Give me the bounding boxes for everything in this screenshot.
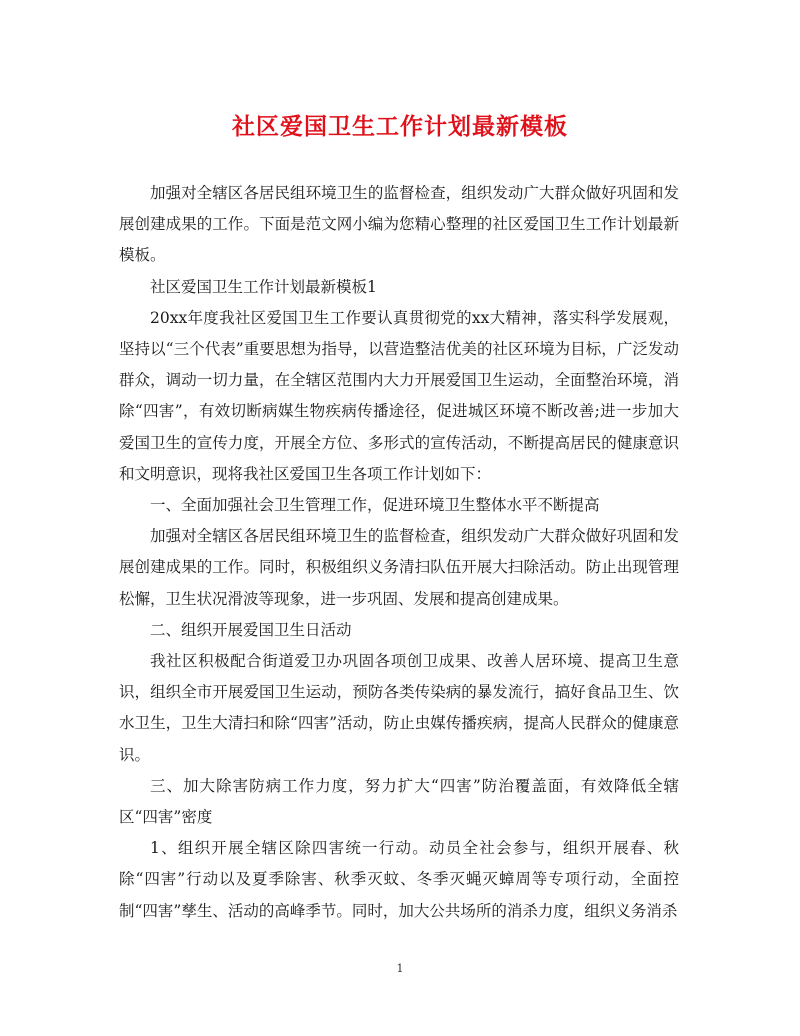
body-paragraph: 加强对全辖区各居民组环境卫生的监督检查，组织发动广大群众做好巩固和发展创建成果的工作。同时，积极组织义务清扫队伍开展大扫除活动。防止出现管理松懈，卫生状况滑波等现象，进一步巩固、发展和提高创建成果。 xyxy=(119,527,679,608)
document-body xyxy=(119,178,679,927)
document-title: 社区爱国卫生工作计划最新模板 xyxy=(232,113,568,140)
body-paragraph: 20xx年度我社区爱国卫生工作要认真贯彻党的xx大精神，落实科学发展观，坚持以“三个代表”重要思想为指导，以营造整洁优美的社区环境为目标，广泛发动群众，调动一切力量，在全辖区范围内大力开展爱国卫生运动，全面整治环境，消除“四害”，有效切断病媒生物疾病传播途径，促进城区环境不断改善;进一步加大爱国卫生的宣传力度，开展全方位、多形式的宣传活动，不断提高居民的健康意识和文明意识，现将我社区爱国卫生各项工作计划如下： xyxy=(119,308,679,483)
section-heading-1: 一、全面加强社会卫生管理工作，促进环境卫生整体水平不断提高 xyxy=(150,496,600,515)
body-paragraph: 我社区积极配合街道爱卫办巩固各项创卫成果、改善人居环境、提高卫生意识，组织全市开展爱国卫生运动，预防各类传染病的暴发流行，搞好食品卫生、饮水卫生，卫生大清扫和除“四害”活动，防止虫媒传播疾病，提高人民群众的健康意识。 xyxy=(119,652,679,764)
intro-paragraph: 加强对全辖区各居民组环境卫生的监督检查，组织发动广大群众做好巩固和发展创建成果的工作。下面是范文网小编为您精心整理的社区爱国卫生工作计划最新模板。 xyxy=(119,184,679,265)
section-heading-3: 三、加大除害防病工作力度，努力扩大“四害”防治覆盖面，有效降低全辖区“四害”密度 xyxy=(119,776,679,827)
section-heading-template-1: 社区爱国卫生工作计划最新模板1 xyxy=(150,277,377,296)
body-paragraph: 1、组织开展全辖区除四害统一行动。动员全社会参与，组织开展春、秋除“四害”行动以及夏季除害、秋季灭蚊、冬季灭蝇灭蟑周等专项行动，全面控制“四害”孳生、活动的高峰季节。同时，加大公共场所的消杀力度，组织义务消杀 xyxy=(119,839,679,920)
page-number: 1 xyxy=(396,962,404,975)
section-heading-2: 二、组织开展爱国卫生日活动 xyxy=(150,620,352,639)
